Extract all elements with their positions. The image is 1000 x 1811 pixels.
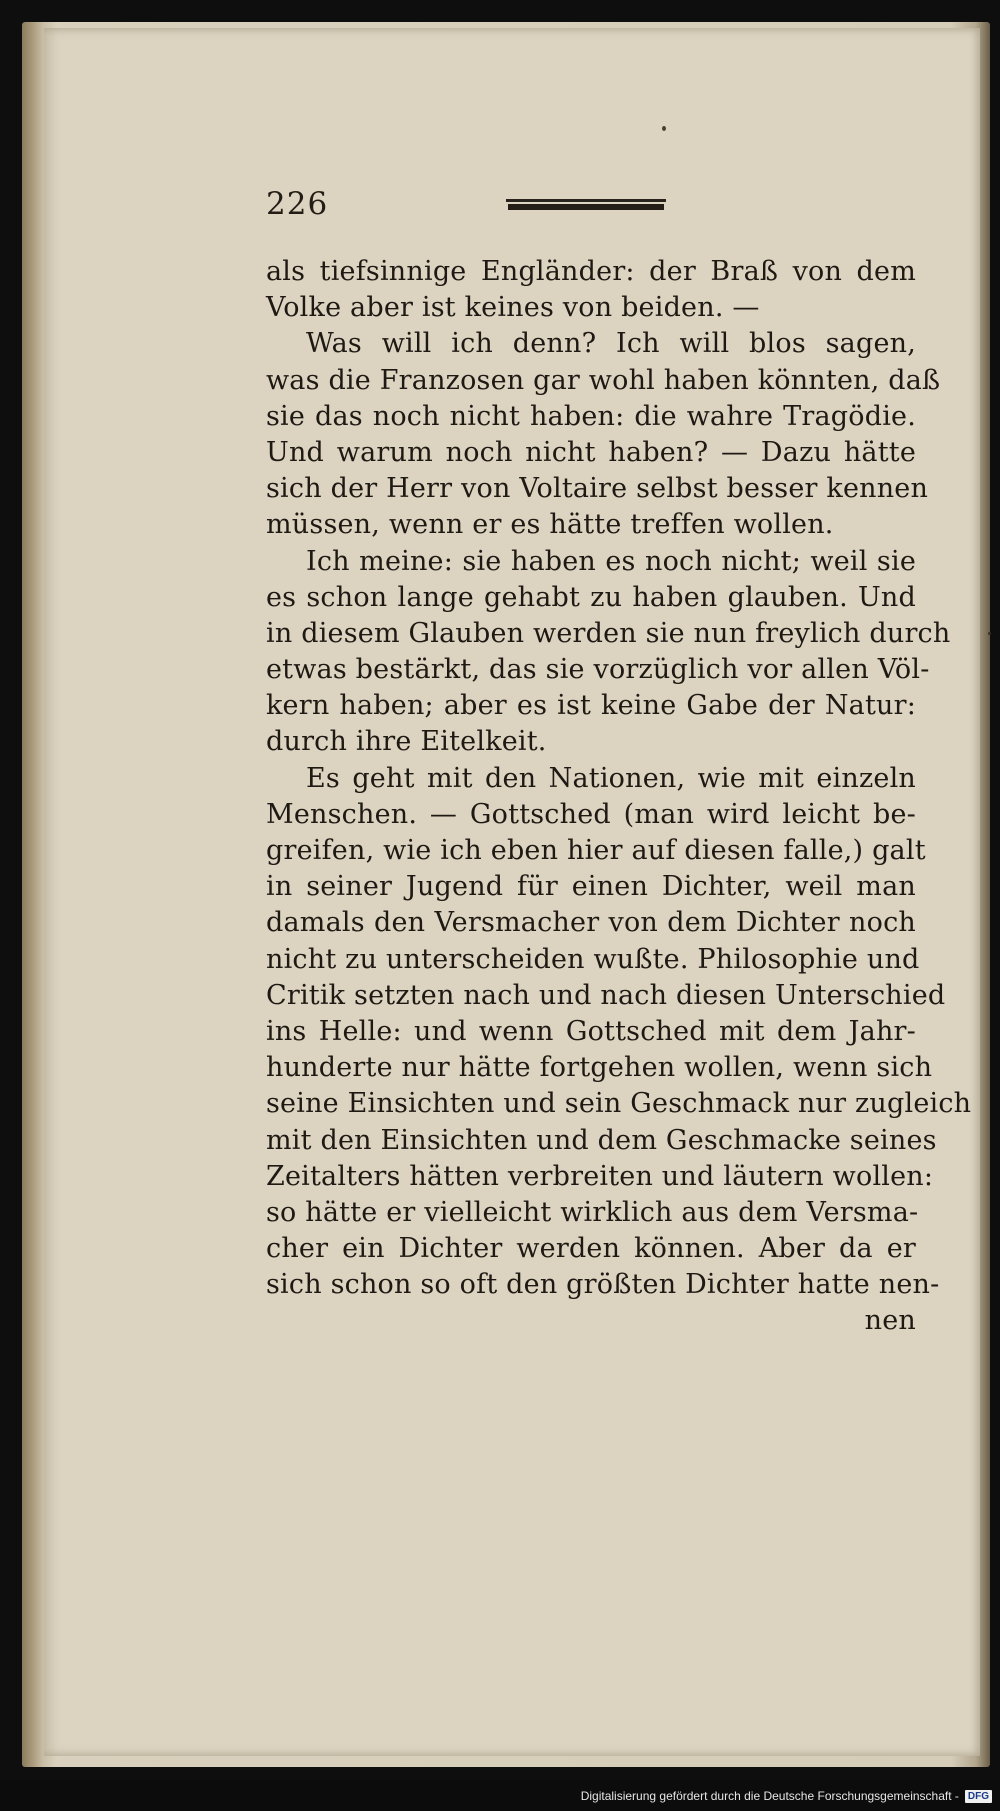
paper-speck xyxy=(988,632,991,635)
body-text xyxy=(266,254,972,1340)
text-line: in diesem Glauben werden sie nun freylich durch xyxy=(266,617,951,649)
text-line: greifen, wie ich eben hier auf diesen falle,) galt xyxy=(266,835,926,866)
text-line: Es geht mit den Nationen, wie mit einzeln xyxy=(306,762,916,794)
text-line: Volke aber ist keines von beiden. — xyxy=(266,292,760,324)
text-line: durch ihre Eitelkeit. xyxy=(266,726,547,758)
text-line: kern haben; aber es ist keine Gabe der Natur: xyxy=(266,690,916,722)
text-line: sich der Herr von Voltaire selbst besser kennen xyxy=(266,473,929,505)
catchword: nen xyxy=(864,1305,916,1337)
text-line: Menschen. — Gottsched (man wird leicht be- xyxy=(266,798,916,830)
text-line: als tiefsinnige Engländer: der Braß von dem xyxy=(266,256,916,287)
dfg-logo: DFG xyxy=(965,1790,992,1803)
footer-credit-text: Digitalisierung gefördert durch die Deutsche Forschungsgemeinschaft - xyxy=(580,1789,959,1803)
text-line: was die Franzosen gar wohl haben könnten, daß xyxy=(266,364,941,396)
text-line: Zeitalters hätten verbreiten und läutern wollen: xyxy=(266,1160,934,1192)
text-line: etwas bestärkt, das sie vorzüglich vor allen Völ- xyxy=(266,654,930,686)
header-ornament-rule xyxy=(506,197,666,211)
text-line: Critik setzten nach und nach diesen Unterschied xyxy=(266,979,946,1011)
text-line: sie das noch nicht haben: die wahre Tragödie. xyxy=(266,400,916,432)
text-line: hunderte nur hätte fortgehen wollen, wenn sich xyxy=(266,1052,933,1084)
digitization-footer xyxy=(581,1785,992,1807)
text-line: nicht zu unterscheiden wußte. Philosophie und xyxy=(266,943,920,975)
paper-speck xyxy=(662,126,666,131)
text-line: Ich meine: sie haben es noch nicht; weil sie xyxy=(306,545,916,577)
text-line: Und warum noch nicht haben? — Dazu hätte xyxy=(266,436,916,468)
text-line: mit den Einsichten und dem Geschmacke seines xyxy=(266,1124,937,1156)
text-line: cher ein Dichter werden können. Aber da er xyxy=(266,1233,916,1265)
text-line: so hätte er vielleicht wirklich aus dem Versma- xyxy=(266,1196,919,1228)
page-number: 226 xyxy=(266,186,329,222)
text-line: es schon lange gehabt zu haben glauben. Und xyxy=(266,581,916,613)
text-line: sich schon so oft den größten Dichter hatte nen- xyxy=(266,1269,940,1301)
text-line: müssen, wenn er es hätte treffen wollen. xyxy=(266,509,834,541)
text-line: Was will ich denn? Ich will blos sagen, xyxy=(306,328,916,360)
text-line: damals den Versmacher von dem Dichter noch xyxy=(266,907,916,939)
text-line: ins Helle: und wenn Gottsched mit dem Jahr- xyxy=(266,1015,916,1047)
text-line: in seiner Jugend für einen Dichter, weil man xyxy=(266,871,916,903)
text-line: seine Einsichten und sein Geschmack nur zugleich xyxy=(266,1088,972,1120)
